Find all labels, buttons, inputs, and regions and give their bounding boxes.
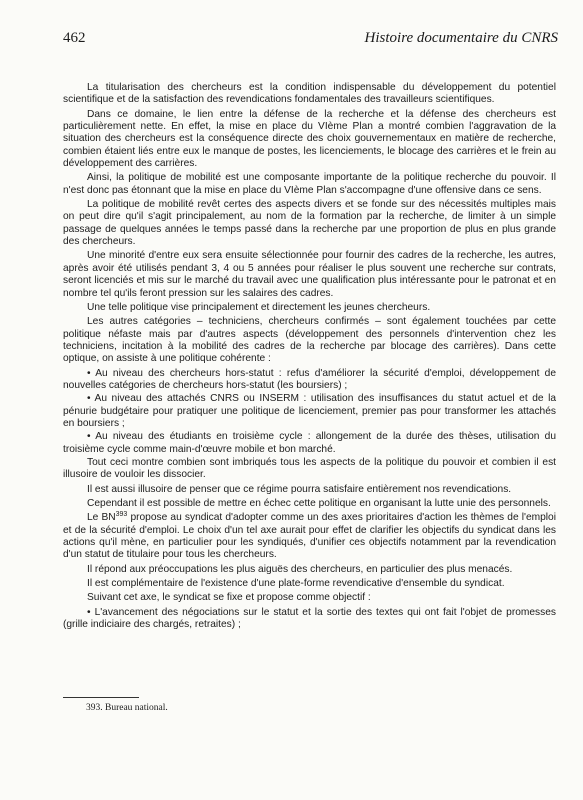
bullet-item: • Au niveau des étudiants en troisième cycle : allongement de la durée des thèses, utilisation du troisième cycle comme main-d'œuvre mobile et bon marché. (63, 431, 556, 455)
paragraph: Il est aussi illusoire de penser que ce régime pourra satisfaire entièrement nos revendications. (87, 483, 512, 495)
page-number: 462 (63, 30, 86, 46)
body-text (63, 82, 556, 632)
paragraph: Tout ceci montre combien sont imbriqués tous les aspects de la politique du pouvoir et combien il est illusoire de vouloir les dissocier. (63, 456, 556, 481)
running-title: Histoire documentaire du CNRS (364, 30, 558, 46)
paragraph: Une telle politique vise principalement et directement les jeunes chercheurs. (87, 301, 431, 313)
paragraph: Dans ce domaine, le lien entre la défense de la recherche et la défense des chercheurs est particulièrement nette. En effet, la mise en place du VIème Plan a montré combien l'aggravation de la situation des chercheurs est la conséquence directe des choix gouvernementaux en matière de recherche, combien étaient liés entre eux le manque de postes, les licenciements, le blocage des carrières et le frein au développement des carrières. (63, 108, 556, 170)
paragraph-with-footnote (63, 512, 556, 561)
paragraph: Les autres catégories – techniciens, chercheurs confirmés – sont également touchées par cette politique néfaste mais par d'autres aspects (développement des personnels d'intervention chez les techniciens, incitation à la mobilité des cadres de la recherche par blocage des carrières). Dans cette optique, on assiste à une politique cohérente : (63, 316, 556, 365)
paragraph-rest: propose au syndicat d'adopter comme un des axes prioritaires d'action les thèmes de l'emploi et de la sécurité d'emploi. Le choix d'un tel axe aurait pour effet de clarifier les objectifs du syndicat dans les actions qu'il mène, en particulier pour les syndiqués, d'unifier ces objectifs notamment par la revendication d'un statut de titulaire pour tous les chercheurs. (63, 512, 556, 561)
paragraph-lead: Le BN (87, 512, 116, 524)
footnote: 393. Bureau national. (86, 703, 168, 713)
paragraph: Suivant cet axe, le syndicat se fixe et propose comme objectif : (87, 592, 371, 604)
paragraph: Il est complémentaire de l'existence d'une plate-forme revendicative d'ensemble du syndicat. (87, 578, 505, 590)
paragraph: La titularisation des chercheurs est la condition indispensable du développement du potentiel scientifique et de la satisfaction des revendications fondamentales des travailleurs scientifiques. (63, 82, 556, 106)
bullet-item: • Au niveau des attachés CNRS ou INSERM : utilisation des insuffisances du statut actuel et de la pénurie budgétaire pour pratiquer une politique de licenciement, premier pas pour transformer les attachés en boursiers ; (63, 393, 556, 429)
paragraph: Ainsi, la politique de mobilité est une composante importante de la politique recherche du pouvoir. Il n'est donc pas étonnant que la mise en place du VIème Plan s'accompagne d'une offensive dans ce sens. (63, 172, 556, 196)
paragraph: La politique de mobilité revêt certes des aspects divers et se fonde sur des nécessités multiples mais on peut dire qu'il s'agit principalement, au nom de la formation par la recherche, de limiter à un simple passage de quelques années le temps passé dans la recherche par une proportion de plus en plus grande des chercheurs. (63, 199, 556, 248)
footnote-divider (63, 697, 139, 698)
paragraph: Cependant il est possible de mettre en échec cette politique en organisant la lutte unie des personnels. (87, 498, 551, 509)
bullet-item: • L'avancement des négociations sur le statut et la sortie des textes qui ont fait l'objet de promesses (grille indiciaire des chargés, retraites) ; (63, 606, 556, 631)
paragraph: Il répond aux préoccupations les plus aiguës des chercheurs, en particulier des plus menacés. (87, 563, 513, 575)
footnote-ref[interactable]: 393 (115, 511, 128, 519)
page-header (63, 30, 558, 52)
bullet-item: • Au niveau des chercheurs hors-statut : refus d'améliorer la sécurité d'emploi, développement de nouvelles catégories de chercheurs hors-statut (les boursiers) ; (63, 367, 556, 391)
paragraph: Une minorité d'entre eux sera ensuite sélectionnée pour fournir des cadres de la recherche, les autres, après avoir été utilisés pendant 3, 4 ou 5 années pour réaliser le plus souvent une recherche sur contrats, seront licenciés et mis sur le marché du travail avec une qualification plus intéressante pour le patronat et en nombre tel qu'ils feront pression sur les salaires des cadres. (63, 250, 556, 299)
